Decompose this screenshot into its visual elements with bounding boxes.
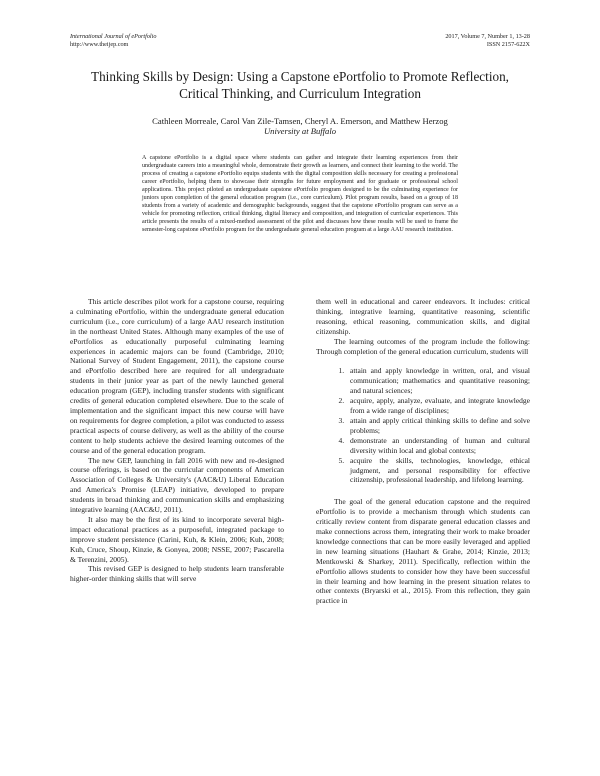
list-item: 4. demonstrate an understanding of human and cultural diversity within local and global contexts; <box>346 436 530 456</box>
list-item: 2. acquire, apply, analyze, evaluate, and integrate knowledge from a wide range of disciplines; <box>346 396 530 416</box>
article-title-line-2: Critical Thinking, and Curriculum Integration <box>179 85 421 101</box>
author-affiliation: University at Buffalo <box>263 126 337 136</box>
author-list: Cathleen Morreale, Carol Van Zile-Tamsen, Cheryl A. Emerson, and Matthew Herzog <box>152 116 448 126</box>
list-item: 3. attain and apply critical thinking skills to define and solve problems; <box>346 416 530 436</box>
body-paragraph: It also may be the first of its kind to incorporate several high-impact educational practices as a purposeful, integrated package to improve student persistence (Carini, Kuh, & Klein, 2006; Kuh, 2008; Kuh, Cruce, Shoup, Kinzie, & Gonyea, 2008; NSSE, 2007; Pascarella & Terenzini, 2005). <box>70 514 284 564</box>
list-item: 5. acquire the skills, technologies, knowledge, ethical judgment, and personal responsibility for effective citizenship, professional leadership, and lifelong learning. <box>346 456 530 486</box>
body-paragraph: The goal of the general education capstone and the required ePortfolio is to provide a mechanism through which students can critically review content from disparate general education classes and make connections across them, integrating their work to make broader knowledge connections that can be more easily leveraged and applied in new learning situations (Hauhart & Grahe, 2014; Kinzie, 2013; Mentkowski & Sharkey, 2011). Specifically, reflection within the ePortfolio allows students to consider how they have been successful in their learning and how learning in the present situation relates to other contexts (Bryarski et al., 2015). From this reflection, they gain practice in <box>316 497 530 606</box>
volume-info: 2017, Volume 7, Number 1, 13-28 <box>445 33 530 40</box>
running-header-right <box>445 33 530 49</box>
abstract: A capstone ePortfolio is a digital space where students can gather and integrate their learning experiences from their undergraduate careers into a meaningful whole, demonstrate their growth as learners, and connect their learning to the world. The process of creating a capstone ePortfolio equips students with the digital composition skills necessary for creating a professional career ePortfolio, helping them to showcase their strengths for future employment and for graduate or professional school applications. This project piloted an undergraduate capstone ePortfolio program designed to be the culminating experience for juniors upon completion of the general education program (i.e., core curriculum). Pilot program results, based on a group of 18 students from a variety of academic and demographic backgrounds, suggest that the capstone ePortfolio program can serve as a vehicle for promoting reflection, critical thinking, digital literacy and composition, and integration of curricular experiences. This article presents the results of a mixed-method assessment of the pilot and discusses how these results will be used to frame the semester-long capstone ePortfolio program for the undergraduate general education program at a large AAU research institution. <box>142 155 458 234</box>
list-item: 1. attain and apply knowledge in written, oral, and visual communication; mathematics and quantitative reasoning; and natural sciences; <box>346 366 530 396</box>
learning-outcomes-list <box>316 366 530 485</box>
journal-name: International Journal of ePortfolio <box>70 33 157 40</box>
issn: ISSN 2157-622X <box>486 41 530 48</box>
journal-url[interactable]: http://www.theijep.com <box>70 41 129 48</box>
body-column-right <box>316 297 530 606</box>
body-paragraph: them well in educational and career endeavors. It includes: critical thinking, integrative learning, quantitative reasoning, scientific reasoning, ethical reasoning, communication skills, and digital citizenship. <box>316 297 530 336</box>
article-title <box>60 69 540 102</box>
body-paragraph: The learning outcomes of the program include the following: Through completion of the general education curriculum, students will <box>316 336 530 356</box>
body-paragraph: This revised GEP is designed to help students learn transferable higher-order thinking skills that will serve <box>70 564 284 584</box>
body-paragraph: This article describes pilot work for a capstone course, requiring a culminating ePortfolio, within the undergraduate general education curriculum (i.e., core curriculum) of a large AAU research institution in the northeast United States. Although many examples of the use of ePortfolios as educationally purposeful culminating learning experiences in academic majors can be found (Cambridge, 2010; National Survey of Student Engagement, 2011), the capstone course and ePortfolio described here are required for all undergraduate students in their junior year as part of the newly launched general education program (GEP), including transfer students with significant credits of general education completed elsewhere. Due to the scale of implementation and the significant impact this new course will have on requirements for degree completion, a pilot was conducted to assess practical aspects of course delivery, as well as the ability of the course content to help students achieve the desired learning outcomes of the course and of the general education program. <box>70 297 284 455</box>
running-header-left <box>70 33 156 49</box>
body-column-left <box>70 297 284 584</box>
body-paragraph: The new GEP, launching in fall 2016 with new and re-designed course offerings, is based on the curricular components of American Association of Colleges & University's (AAC&U) Liberal Education and America's Promise (LEAP) initiative, developed to prepare students in broad thinking and communication skills and emphasizing integrative learning (AAC&U, 2011). <box>70 455 284 515</box>
article-title-line-1: Thinking Skills by Design: Using a Capstone ePortfolio to Promote Reflection, <box>91 69 509 84</box>
